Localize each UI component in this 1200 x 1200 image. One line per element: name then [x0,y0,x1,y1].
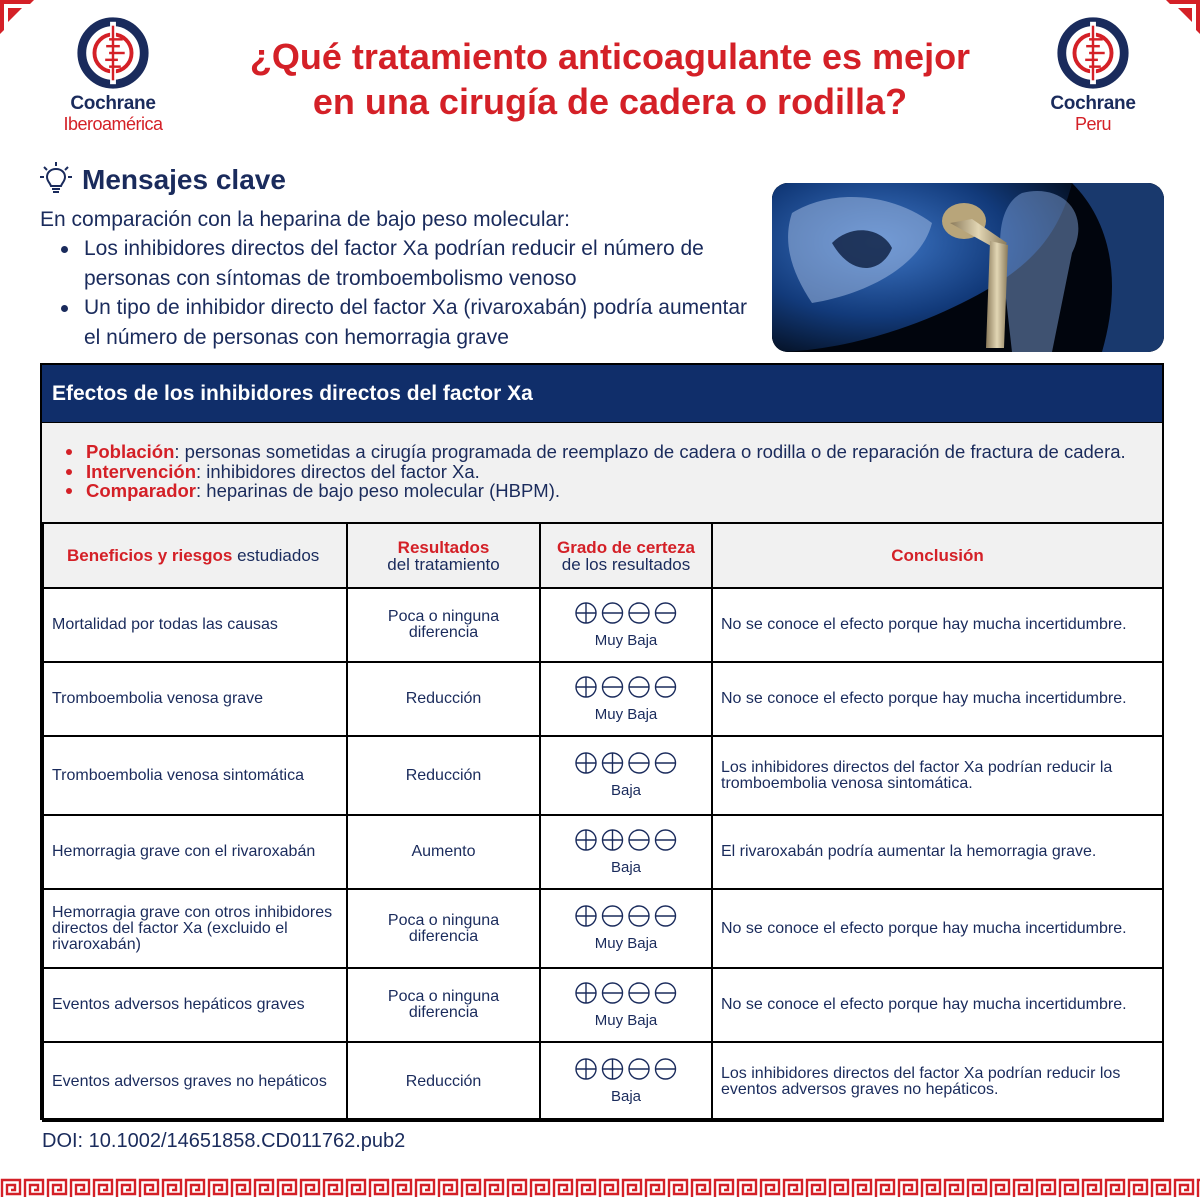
column-header-certainty: Grado de certeza de los resultados [540,523,712,588]
corner-ornament-left [0,0,34,34]
results-table [42,522,1164,1122]
result-cell: Reducción [347,736,540,815]
certainty-cell [540,1042,712,1121]
outcome-cell: Eventos adversos graves no hepáticos [43,1042,347,1121]
outcome-cell: Tromboembolia venosa grave [43,662,347,736]
title-line-1: ¿Qué tratamiento anticoagulante es mejor [249,36,971,77]
minus-circle-icon [656,677,676,697]
plus-circle-icon [576,677,596,697]
certainty-rating-icon [549,905,703,927]
conclusion-cell: No se conoce el efecto porque hay mucha incertidumbre. [712,662,1163,736]
certainty-label: Muy Baja [594,631,658,649]
certainty-label: Baja [610,1088,642,1105]
minus-circle-icon [603,983,623,1003]
plus-circle-icon [603,1059,623,1079]
plus-circle-icon [576,1059,596,1079]
effects-table-panel [40,363,1164,1120]
pico-text: : personas sometidas a cirugía programada de reemplazo de cadera o rodilla o de reparación de fractura de cadera. [174,441,1126,462]
doi-reference: DOI: 10.1002/14651858.CD011762.pub2 [42,1130,406,1152]
logo-left-sub: Iberoamérica [63,114,163,134]
cochrane-iberoamerica-logo [48,14,178,134]
minus-circle-icon [656,603,676,623]
minus-circle-icon [656,1059,676,1079]
table-row [43,736,1163,815]
logo-right-name: Cochrane [1050,93,1136,114]
minus-circle-icon [656,753,676,773]
minus-circle-icon [629,677,649,697]
certainty-cell [540,588,712,662]
certainty-label: Baja [610,782,642,799]
plus-circle-icon [603,753,623,773]
certainty-cell [540,662,712,736]
pico-comparator [64,481,1162,501]
plus-circle-icon [576,906,596,926]
minus-circle-icon [629,753,649,773]
conclusion-cell: No se conoce el efecto porque hay mucha incertidumbre. [712,889,1163,968]
cochrane-logo-icon [74,14,152,92]
minus-circle-icon [656,830,676,850]
certainty-rating-icon [549,829,703,851]
conclusion-cell: El rivaroxabán podría aumentar la hemorragia grave. [712,815,1163,889]
certainty-cell [540,815,712,889]
cochrane-peru-logo [1028,14,1158,134]
pico-text: : heparinas de bajo peso molecular (HBPM). [196,480,561,501]
outcome-cell: Eventos adversos hepáticos graves [43,968,347,1042]
table-row [43,588,1163,662]
plus-circle-icon [576,983,596,1003]
outcome-cell: Tromboembolia venosa sintomática [43,736,347,815]
outcome-cell: Hemorragia grave con el rivaroxabán [43,815,347,889]
certainty-label: Muy Baja [594,705,658,723]
minus-circle-icon [603,906,623,926]
key-message-item: Un tipo de inhibidor directo del factor Xa (rivaroxabán) podría aumentar el número de personas con hemorragia grave [58,293,758,352]
minus-circle-icon [629,830,649,850]
pico-panel [42,422,1162,522]
plus-circle-icon [603,830,623,850]
result-cell: Poca o ninguna diferencia [347,968,540,1042]
hip-xray-image [772,183,1164,352]
plus-circle-icon [576,830,596,850]
lightbulb-icon [40,162,72,198]
pico-label: Comparador [86,480,196,501]
certainty-rating-icon [549,982,703,1004]
minus-circle-icon [629,906,649,926]
plus-circle-icon [576,753,596,773]
plus-circle-icon [576,603,596,623]
result-cell: Reducción [347,662,540,736]
table-row [43,662,1163,736]
table-row [43,968,1163,1042]
key-messages-intro: En comparación con la heparina de bajo peso molecular: [40,208,570,231]
conclusion-cell: Los inhibidores directos del factor Xa podrían reducir los eventos adversos graves no hepáticos. [712,1042,1163,1121]
logo-left-name: Cochrane [70,93,156,114]
outcome-cell: Hemorragia grave con otros inhibidores directos del factor Xa (excluido el rivaroxabán) [43,889,347,968]
certainty-rating-icon [549,676,703,698]
minus-circle-icon [629,1059,649,1079]
minus-circle-icon [656,906,676,926]
certainty-label: Muy Baja [594,1011,658,1029]
minus-circle-icon [656,983,676,1003]
minus-circle-icon [629,603,649,623]
column-header-result: Resultados del tratamiento [347,523,540,588]
minus-circle-icon [629,983,649,1003]
key-messages-title: Mensajes clave [82,164,286,195]
logo-right-sub: Peru [1074,114,1112,134]
page-title [180,34,1040,124]
certainty-label: Muy Baja [594,935,658,952]
key-messages-list [58,234,758,352]
certainty-rating-icon [549,602,703,624]
minus-circle-icon [603,603,623,623]
result-cell: Poca o ninguna diferencia [347,588,540,662]
certainty-cell [540,736,712,815]
conclusion-cell: No se conoce el efecto porque hay mucha incertidumbre. [712,588,1163,662]
pico-label: Intervención [86,460,196,482]
cochrane-logo-icon [1054,14,1132,92]
pico-intervention [64,462,1162,482]
pico-population [64,442,1162,462]
pico-text: : inhibidores directos del factor Xa. [196,460,480,482]
certainty-rating-icon [549,1058,703,1080]
certainty-label: Baja [610,858,642,876]
conclusion-cell: Los inhibidores directos del factor Xa podrían reducir la tromboembolia venosa sintomática. [712,736,1163,815]
key-message-item: Los inhibidores directos del factor Xa podrían reducir el número de personas con síntomas de tromboembolismo venoso [58,234,758,293]
pico-label: Población [86,441,175,462]
conclusion-cell: No se conoce el efecto porque hay mucha incertidumbre. [712,968,1163,1042]
table-row [43,1042,1163,1121]
column-header-conclusion: Conclusión [712,523,1163,588]
corner-ornament-right [1166,0,1200,34]
certainty-cell [540,968,712,1042]
effects-title: Efectos de los inhibidores directos del factor Xa [42,365,1162,422]
column-header-outcome: Beneficios y riesgos estudiados [43,523,347,588]
result-cell: Aumento [347,815,540,889]
certainty-rating-icon [549,752,703,774]
certainty-cell [540,889,712,968]
result-cell: Reducción [347,1042,540,1121]
table-row [43,889,1163,968]
key-messages-heading [40,160,286,200]
table-header-row [43,523,1163,588]
outcome-cell: Mortalidad por todas las causas [43,588,347,662]
table-row [43,815,1163,889]
minus-circle-icon [603,677,623,697]
decorative-border [0,1177,1200,1200]
title-line-2: en una cirugía de cadera o rodilla? [312,81,908,122]
result-cell: Poca o ninguna diferencia [347,889,540,968]
